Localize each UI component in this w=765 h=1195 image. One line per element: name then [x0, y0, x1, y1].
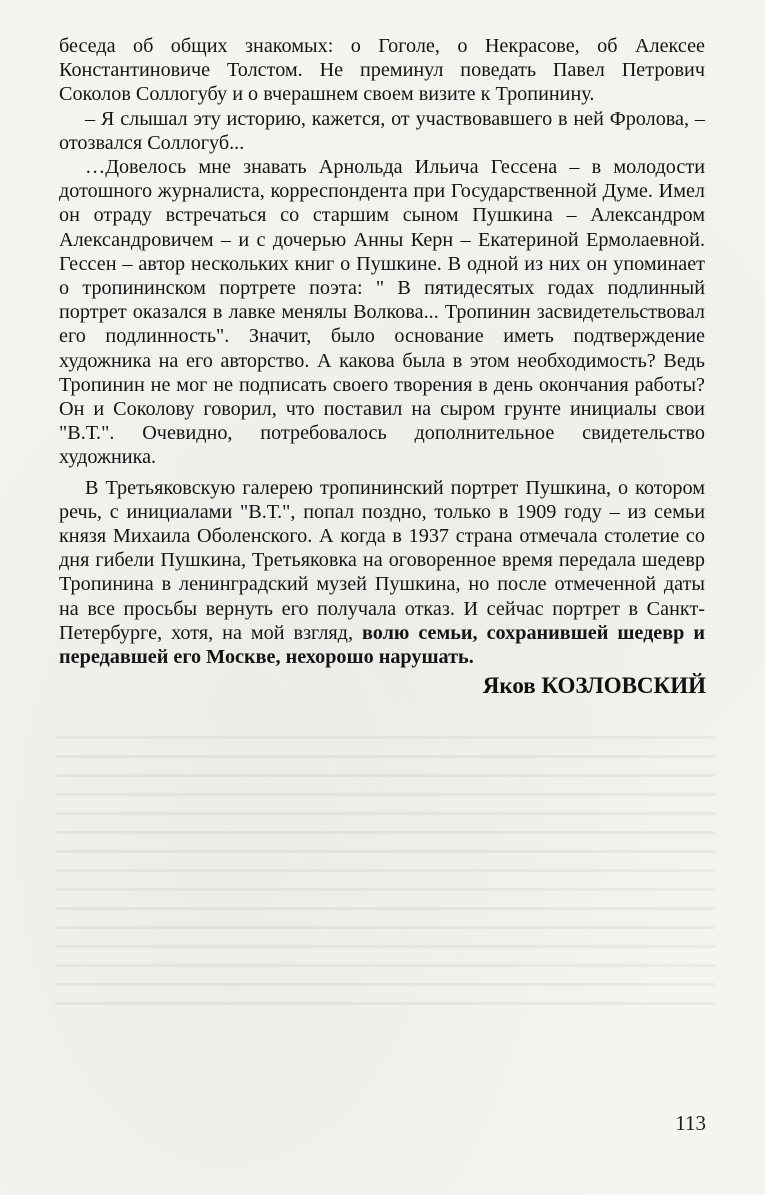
reverse-side-bleed-through — [55, 720, 715, 1020]
page-number: 113 — [675, 1111, 706, 1135]
paragraph-4-text: В Третьяковскую галерею тропининский портрет Пушкина, о котором речь, с инициалами "В.Т.", попал поздно, только в 1909 году – из семьи князя Михаила Оболенского. А когда в 1937 страна отмечала столетие со дня гибели Пушкина, Третьяковка на оговоренное время передала шедевр Тропинина в ленинградский музей Пушкина, но после отмеченной даты на все просьбы вернуть его получала отказ. И сейчас портрет в Санкт-Петербурге, хотя, на мой взгляд, — [59, 476, 705, 644]
paragraph-4-bold-ending: волю семьи, сохранившей шедевр и передавшей его Москве, нехорошо нарушать. — [59, 621, 705, 669]
author-signature: Яков КОЗЛОВСКИЙ — [482, 673, 706, 698]
paragraph-1: беседа об общих знакомых: о Гоголе, о Некрасове, об Алексее Константиновиче Толстом. Не преминул поведать Павел Петрович Соколов Соллогубу и о вчерашнем своем визите к Тропинину. — [59, 35, 705, 106]
article-body — [59, 34, 705, 669]
paragraph-2: – Я слышал эту историю, кажется, от участвовавшего в ней Фролова, – отозвался Соллогуб... — [59, 107, 705, 154]
paragraph-3: …Довелось мне знавать Арнольда Ильича Гессена – в молодости дотошного журналиста, корреспондента при Государственной Думе. Имел он отраду встречаться со старшим сыном Пушкина – Александром Александровичем – и с дочерью Анны Керн – Екатериной Ермолаевной. Гессен – автор нескольких книг о Пушкине. В одной из них он упоминает о тропининском портрете поэта: " В пятидесятых годах подлинный портрет оказался в лавке менялы Волкова... Тропинин засвидетельствовал его подлинность". Значит, было основание иметь подтверждение художника на его авторство. А какова была в этом необходимость? Ведь Тропинин не мог не подписать своего творения в день окончания работы? Он и Соколову говорил, что поставил на сыром грунте инициалы свои "В.Т.". Очевидно, потребовалось дополнительное свидетельство художника. — [59, 156, 705, 469]
paragraph-4 — [59, 476, 705, 670]
